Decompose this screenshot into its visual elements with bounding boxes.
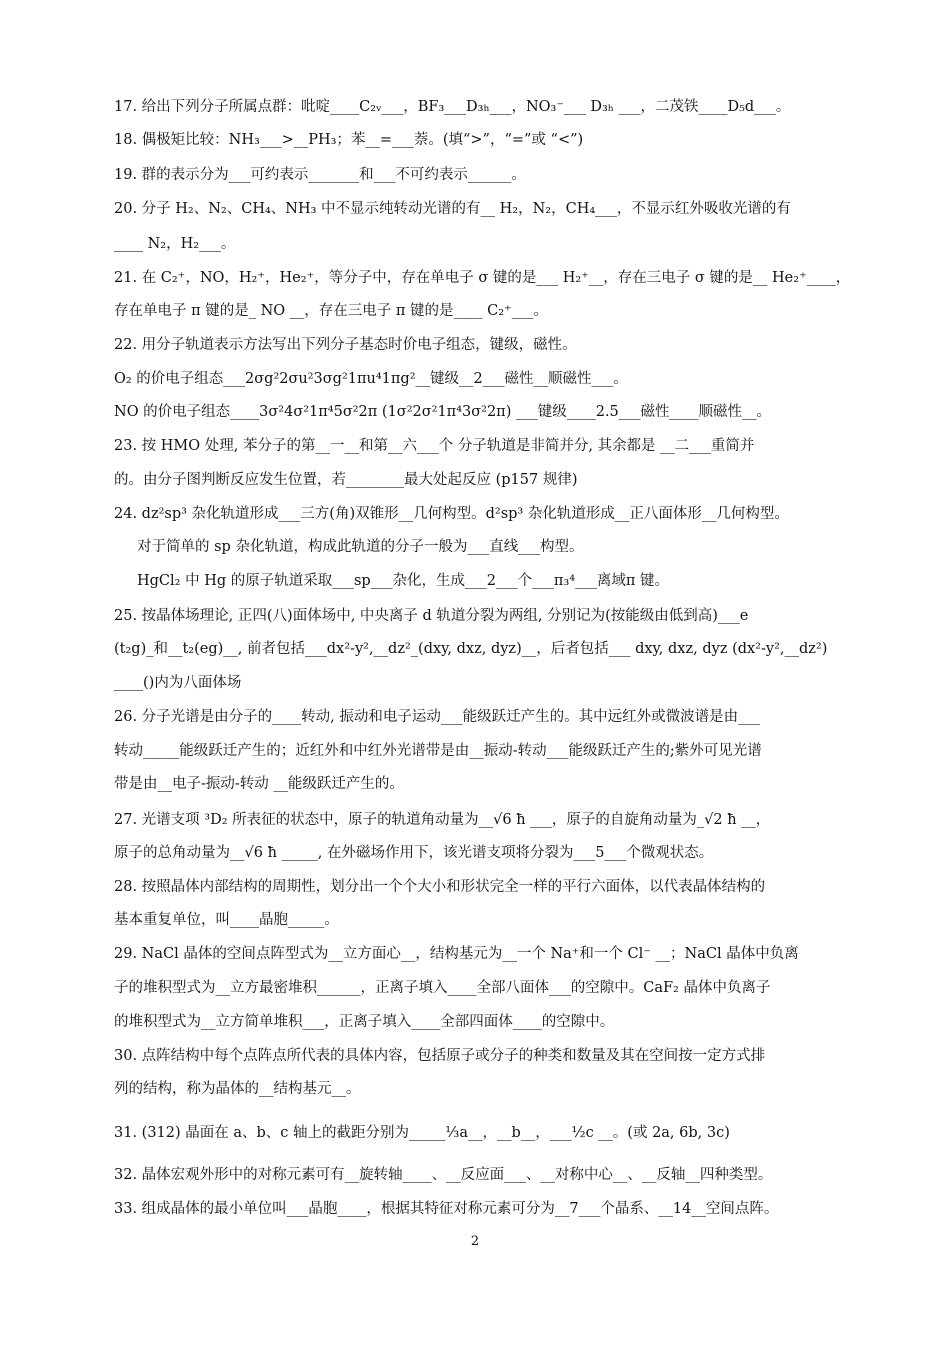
question-27-cont: 原子的总角动量为__√6 ħ _____, 在外磁场作用下，该光谱支项将分裂为___5___个微观状态。	[114, 845, 714, 861]
question-23-cont: 的。由分子图判断反应发生位置，若________最大处起反应 (p157 规律)	[114, 472, 578, 488]
question-28-line: 28. 按照晶体内部结构的周期性，划分出一个个大小和形状完全一样的平行六面体，以代表晶体结构的	[114, 879, 766, 895]
question-30-line: 30. 点阵结构中每个点阵点所代表的具体内容，包括原子或分子的种类和数量及其在空间按一定方式排	[114, 1048, 766, 1064]
question-21-cont: 存在单电子 π 键的是_ NO __，存在三电子 π 键的是____ C₂⁺___。	[114, 303, 548, 319]
question-25-line: 25. 按晶体场理论, 正四(八)面体场中, 中央离子 d 轨道分裂为两组, 分别记为(按能级由低到高)___e	[114, 608, 749, 624]
question-23-line: 23. 按 HMO 处理, 苯分子的第__一__和第__六___个 分子轨道是非简并分, 其余都是 __二___重简并	[114, 438, 755, 454]
question-20-cont: ____ N₂，H₂___。	[114, 236, 236, 252]
question-29-cont-2: 的堆积型式为__立方简单堆积___，正离子填入____全部四面体____的空隙中。	[114, 1014, 615, 1030]
question-20-line: 20. 分子 H₂、N₂、CH₄、NH₃ 中不显示纯转动光谱的有__ H₂，N₂，CH₄___，不显示红外吸收光谱的有	[114, 201, 791, 217]
question-26-cont-1: 转动_____能级跃迁产生的；近红外和中红外光谱带是由__振动-转动___能级跃迁产生的;紫外可见光谱	[114, 743, 762, 759]
question-24-hgcl2: HgCl₂ 中 Hg 的原子轨道采取___sp___杂化，生成___2___个___π₃⁴___离域π 键。	[137, 573, 669, 589]
question-22-line: 22. 用分子轨道表示方法写出下列分子基态时价电子组态，键级，磁性。	[114, 337, 577, 353]
question-24-sp: 对于简单的 sp 杂化轨道，构成此轨道的分子一般为___直线___构型。	[137, 539, 584, 555]
question-17-line: 17. 给出下列分子所属点群：吡啶____C₂ᵥ___，BF₃___D₃ₕ___，NO₃⁻___ D₃ₕ ___，二茂铁____D₅d___。	[114, 99, 791, 115]
question-29-cont-1: 子的堆积型式为__立方最密堆积______，正离子填入____全部八面体___的空隙中。CaF₂ 晶体中负离子	[114, 980, 771, 996]
question-27-line: 27. 光谱支项 ³D₂ 所表征的状态中，原子的轨道角动量为__√6 ħ ___，原子的自旋角动量为_√2 ħ __，	[114, 812, 771, 828]
question-31-line: 31. (312) 晶面在 a、b、c 轴上的截距分别为_____⅓a__，__b__，___½c __。(或 2a, 6b, 3c)	[114, 1125, 730, 1141]
question-25-note: ____()内为八面体场	[114, 675, 242, 691]
question-25-cont: (t₂g)_和__t₂(eg)__, 前者包括___dx²-y²,__dz²_(dxy, dxz, dyz)__，后者包括___ dxy, dxz, dyz (dx²-y²,__dz²)	[114, 641, 828, 657]
question-26-cont-2: 带是由__电子-振动-转动 __能级跃迁产生的。	[114, 776, 404, 792]
question-24-line: 24. dz²sp³ 杂化轨道形成___三方(角)双锥形__几何构型。d²sp³ 杂化轨道形成__正八面体形__几何构型。	[114, 506, 789, 522]
question-32-line: 32. 晶体宏观外形中的对称元素可有__旋转轴____、__反应面___、__对称中心__、__反轴__四种类型。	[114, 1167, 773, 1183]
page-number: 2	[470, 1234, 480, 1249]
question-21-line: 21. 在 C₂⁺，NO，H₂⁺，He₂⁺，等分子中，存在单电子 σ 键的是___ H₂⁺__，存在三电子 σ 键的是__ He₂⁺____，	[114, 270, 851, 286]
question-30-cont: 列的结构，称为晶体的__结构基元__。	[114, 1081, 361, 1097]
question-22-no: NO 的价电子组态____3σ²4σ²1π⁴5σ²2π (1σ²2σ²1π⁴3σ²2π) ___键级____2.5___磁性____顺磁性__。	[114, 404, 772, 420]
question-29-line: 29. NaCl 晶体的空间点阵型式为__立方面心__，结构基元为__一个 Na⁺和一个 Cl⁻ __；NaCl 晶体中负离	[114, 946, 799, 962]
question-22-o2: O₂ 的价电子组态___2σg²2σu²3σg²1πu⁴1πg²__键级__2___磁性__顺磁性___。	[114, 371, 628, 387]
question-26-line: 26. 分子光谱是由分子的____转动, 振动和电子运动___能级跃迁产生的。其中远红外或微波谱是由___	[114, 709, 760, 725]
question-18-line: 18. 偶极矩比较：NH₃___>__PH₃；苯__=___萘。(填“>”，“=”或 “<”)	[114, 132, 584, 148]
question-19-line: 19. 群的表示分为___可约表示_______和___不可约表示______。	[114, 167, 526, 183]
question-33-line: 33. 组成晶体的最小单位叫___晶胞____，根据其特征对称元素可分为__7___个晶系、__14__空间点阵。	[114, 1201, 779, 1217]
question-28-cont: 基本重复单位，叫____晶胞_____。	[114, 912, 339, 928]
